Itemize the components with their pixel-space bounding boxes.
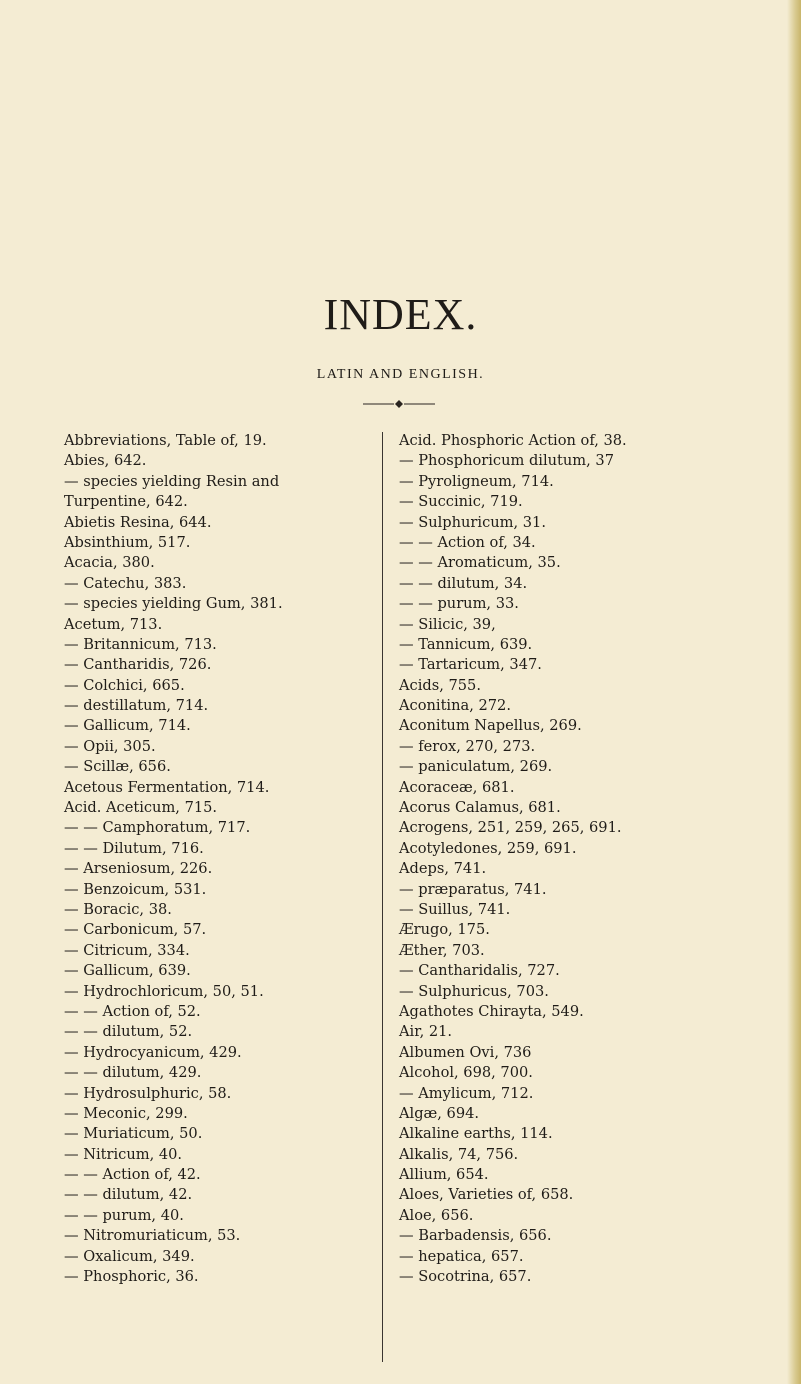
index-entry: — Phosphoricum dilutum, 37 <box>399 452 614 470</box>
index-entry: — hepatica, 657. <box>399 1247 524 1265</box>
index-entry: — Catechu, 383. <box>64 574 187 592</box>
index-entry: Adeps, 741. <box>399 860 487 878</box>
index-entry: Algæ, 694. <box>399 1104 480 1122</box>
index-entry: — Britannicum, 713. <box>64 635 217 653</box>
index-entry: — Muriaticum, 50. <box>64 1125 203 1143</box>
index-entry: Acoraceæ, 681. <box>399 778 515 796</box>
index-entry: — Oxalicum, 349. <box>64 1247 195 1265</box>
index-entry: — Sulphuricus, 703. <box>399 982 549 1000</box>
index-entry: — Silicic, 39, <box>399 615 496 633</box>
index-entry: — Benzoicum, 531. <box>64 880 207 898</box>
index-entry: — præparatus, 741. <box>399 880 547 898</box>
index-entry: Alkaline earths, 114. <box>399 1125 553 1143</box>
index-entry: — Tartaricum, 347. <box>399 656 542 674</box>
index-entry: — species yielding Resin and <box>64 472 280 490</box>
column-divider <box>382 432 383 1362</box>
index-entry: — Opii, 305. <box>64 737 156 755</box>
index-entry: — ferox, 270, 273. <box>399 737 536 755</box>
index-entry: — Boracic, 38. <box>64 900 172 918</box>
index-entry: Abbreviations, Table of, 19. <box>64 432 267 449</box>
index-entry: — Cantharidalis, 727. <box>399 962 560 980</box>
index-entry: — Scillæ, 656. <box>64 758 171 776</box>
index-entry: — — purum, 40. <box>64 1206 184 1224</box>
index-entry: — Gallicum, 714. <box>64 717 191 735</box>
index-entry: Alcohol, 698, 700. <box>399 1064 533 1082</box>
index-entry: Aconitum Napellus, 269. <box>399 717 582 735</box>
index-entry: — Arseniosum, 226. <box>64 860 213 878</box>
index-entry: — paniculatum, 269. <box>399 758 553 776</box>
index-entry: — Colchici, 665. <box>64 676 185 694</box>
page-subtitle: LATIN AND ENGLISH. <box>316 367 485 382</box>
index-entry: — Citricum, 334. <box>64 941 190 959</box>
index-entry: Abietis Resina, 644. <box>64 513 212 531</box>
index-entry: — — Action of, 42. <box>64 1166 201 1184</box>
index-entry: — Suillus, 741. <box>399 900 511 918</box>
index-entry: Aloes, Varieties of, 658. <box>399 1186 574 1204</box>
index-entry: Acetous Fermentation, 714. <box>64 778 270 796</box>
index-entry: Ærugo, 175. <box>399 921 490 939</box>
index-entry: Abies, 642. <box>64 452 147 470</box>
index-entry: Aloe, 656. <box>399 1206 474 1224</box>
index-entry: — Pyroligneum, 714. <box>399 472 554 490</box>
index-entry: — Nitromuriaticum, 53. <box>64 1227 241 1245</box>
index-entry: Allium, 654. <box>399 1166 489 1184</box>
index-entry: — — dilutum, 52. <box>64 1023 193 1041</box>
index-entry: — Carbonicum, 57. <box>64 921 207 939</box>
index-entry: — — Dilutum, 716. <box>64 839 204 857</box>
index-entry: — — Action of, 34. <box>399 533 536 551</box>
index-entry: — — Aromaticum, 35. <box>399 554 561 572</box>
index-entry: — Tannicum, 639. <box>399 635 533 653</box>
index-entry: — Sulphuricum, 31. <box>399 513 546 531</box>
index-entry: — Meconic, 299. <box>64 1104 188 1122</box>
index-entry: — Gallicum, 639. <box>64 962 191 980</box>
index-entry: Agathotes Chirayta, 549. <box>399 1002 584 1020</box>
index-entry: — Succinic, 719. <box>399 493 523 511</box>
index-entry: Acacia, 380. <box>64 554 155 572</box>
index-entry: Alkalis, 74, 756. <box>399 1145 519 1163</box>
index-entry: Aconitina, 272. <box>399 697 511 715</box>
index-entry: — — purum, 33. <box>399 595 519 613</box>
index-column-right <box>399 431 789 1287</box>
index-entry: — Cantharidis, 726. <box>64 656 212 674</box>
index-entry: Acids, 755. <box>399 676 481 694</box>
page-title: INDEX. <box>323 290 478 339</box>
index-entry: — destillatum, 714. <box>64 697 209 715</box>
index-entry: — — Action of, 52. <box>64 1002 201 1020</box>
ornament-divider <box>363 398 435 410</box>
index-entry: Air, 21. <box>399 1023 453 1041</box>
index-entry: Acrogens, 251, 259, 265, 691. <box>399 819 622 837</box>
index-entry: — Socotrina, 657. <box>399 1268 532 1286</box>
index-entry: Acid. Aceticum, 715. <box>64 799 218 817</box>
index-entry: Acotyledones, 259, 691. <box>399 839 577 857</box>
index-entry: — Hydrocyanicum, 429. <box>64 1043 242 1061</box>
index-entry: Absinthium, 517. <box>64 533 191 551</box>
index-entry: Turpentine, 642. <box>64 493 188 511</box>
index-entry: — Hydrosulphuric, 58. <box>64 1084 232 1102</box>
index-entry: — — dilutum, 34. <box>399 574 528 592</box>
index-entry: Acid. Phosphoric Action of, 38. <box>399 432 627 449</box>
index-entry: Acetum, 713. <box>64 615 163 633</box>
index-entry: — species yielding Gum, 381. <box>64 595 283 613</box>
index-entry: Æther, 703. <box>399 941 485 959</box>
index-entry: Albumen Ovi, 736 <box>399 1043 532 1061</box>
index-entry: — Amylicum, 712. <box>399 1084 534 1102</box>
index-entry: — Phosphoric, 36. <box>64 1268 199 1286</box>
index-entry: — Nitricum, 40. <box>64 1145 183 1163</box>
index-entry: — — dilutum, 429. <box>64 1064 202 1082</box>
index-entry: — Hydrochloricum, 50, 51. <box>64 982 264 1000</box>
index-entry: Acorus Calamus, 681. <box>399 799 561 817</box>
index-entry: — — dilutum, 42. <box>64 1186 193 1204</box>
index-column-left <box>64 431 376 1287</box>
index-entry: — Barbadensis, 656. <box>399 1227 552 1245</box>
page-edge-shadow <box>787 0 801 1384</box>
index-entry: — — Camphoratum, 717. <box>64 819 251 837</box>
